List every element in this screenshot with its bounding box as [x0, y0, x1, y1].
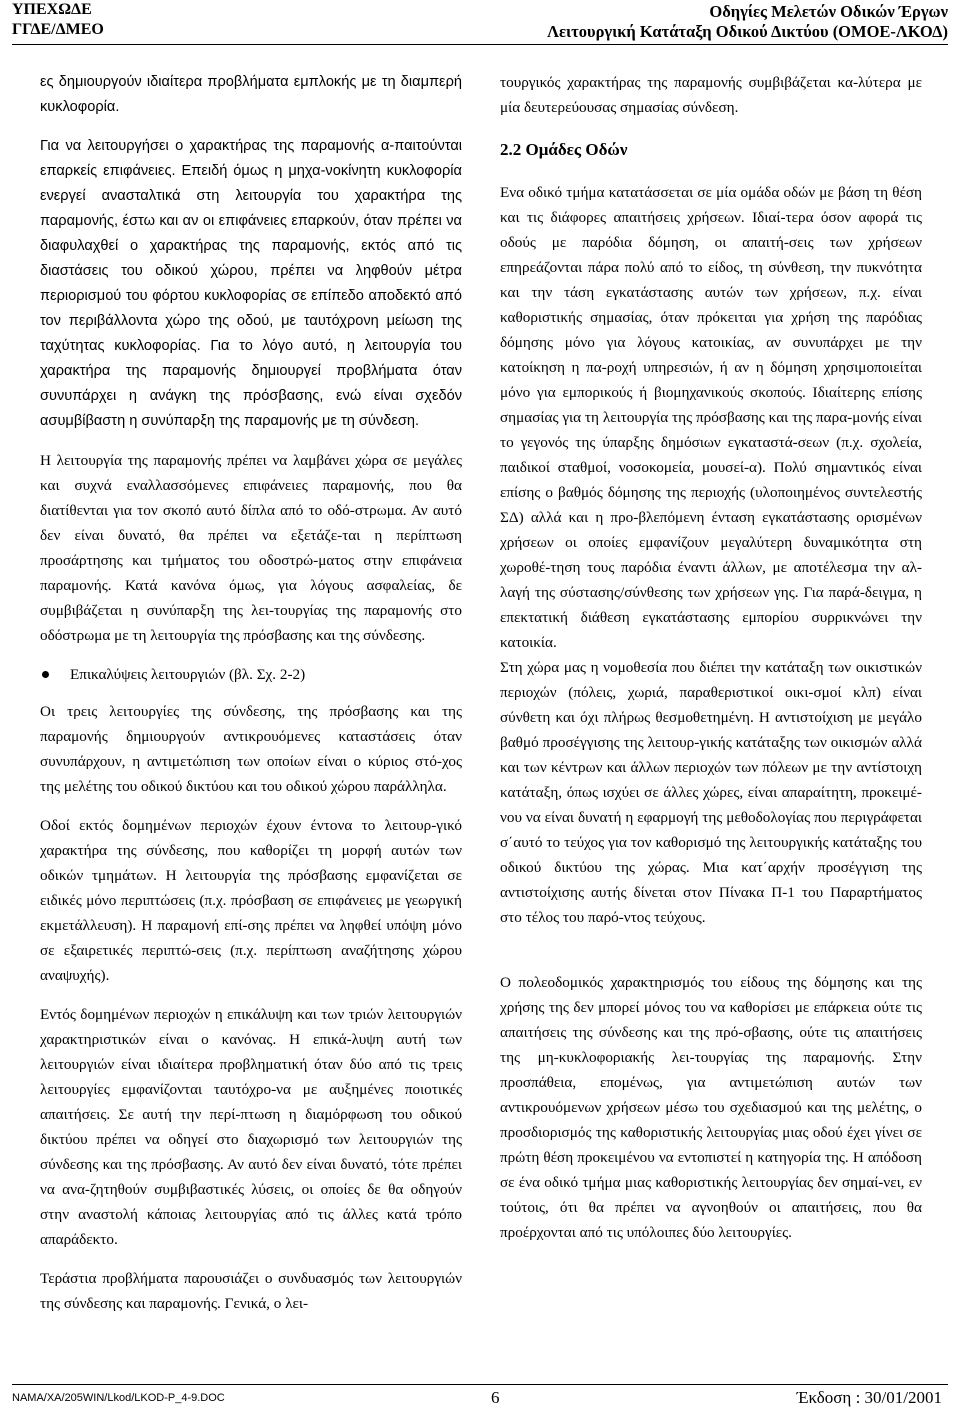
paragraph: τουργικός χαρακτήρας της παραμονής συμβιβάζεται κα-λύτερα με μία δευτερεύουσας σημασίας σύνδεση. [500, 74, 922, 116]
paragraph: Η λειτουργία της παραμονής πρέπει να λαμβάνει χώρα σε μεγάλες και συχνά εναλλασσόμενες επιφάνειες παραμονής, που θα διατίθενται για τον σκοπό αυτό δίπλα από το οδό-στρωμα. Αν αυτό δεν είναι δυνατό, θα πρέπει να εξετάζε-ται η περίπτωση προσάρτησης και τμήματος του οδοστρώ-ματος στην επιφάνεια παραμονής. Κατά κανόνα όμως, για λόγους ασφαλείας, δε συμβιβάζεται η συνύπαρξη της λει-τουργίας της παραμονής στο οδόστρωμα με τη λειτουργία της πρόσβασης και της σύνδεσης. [40, 452, 462, 644]
page-header [0, 0, 960, 48]
paragraph-gap [500, 944, 922, 970]
paragraph: Τεράστια προβλήματα παρουσιάζει ο συνδυασμός των λειτουργιών της σύνδεσης και παραμονής. Γενικά, ο λει- [40, 1270, 462, 1312]
paragraph: Για να λειτουργήσει ο χαρακτήρας της παραμονής α-παιτούνται επαρκείς επιφάνειες. Επειδή όμως η μηχα-νοκίνητη κυκλοφορία ενεργεί ανασταλτικά στη λειτουργία του χαρακτήρα της παραμονής, έστω και αν οι επιφάνειες επαρκούν, όταν πρέπει να διαφυλαχθεί ο χαρακτήρας της παραμονής, εκτός από τις διαστάσεις του οδικού χώρου, πρέπει να ληφθούν μέτρα περιορισμού του φόρτου κυκλοφορίας σε επίπεδο αποδεκτό από τον περιβάλλοντα χώρο της οδού, με ταυτόχρονη μείωση της ταχύτητας κυκλοφορίας. Για το λόγο αυτό, η λειτουργία του χαρακτήρα της παραμονής δημιουργεί προβλήματα όταν συνυπάρχει η ανάγκη της πρόσβασης, ενώ είναι σχεδόν ασυμβίβαστη η συνύπαρξη της παραμονής με τη σύνδεση. [40, 138, 462, 429]
bullet-text: Επικαλύψεις λειτουργιών (βλ. Σχ. 2-2) [70, 666, 306, 683]
paragraph: Ο πολεοδομικός χαρακτηρισμός του είδους της δόμησης και της χρήσης της δεν μπορεί μόνος του να καθορίσει με επάρκεια ούτε τις απαιτήσεις της σύνδεσης και της πρό-σβασης, ούτε τις απαιτήσεις της μη-κυκλοφοριακής λει-τουργίας της παραμονής. Στην προσπάθεια, επομένως, για αντιμετώπιση αυτών των αντικρουόμενων χρήσεων μέσω του σχεδιασμού και της μελέτης, ο προσδιορισμός της καθοριστικής λειτουργίας μιας οδού έχει γίνει σε πρώτη θέση προκειμένου να εντοπιστεί η κατηγορία της. Η απόδοση σε ένα οδικό τμήμα μιας καθοριστικής λειτουργίας δεν σημαί-νει, εν τούτοις, ότι θα πρέπει να αγνοηθούν οι απαιτήσεις, που θα προέρχονται από τις υπόλοιπες δύο λειτουργίες. [500, 974, 922, 1241]
right-column [500, 70, 922, 1259]
footer-divider [12, 1384, 948, 1385]
page-number: 6 [491, 1388, 500, 1407]
section-heading: 2.2 Ομάδες Οδών [500, 140, 628, 159]
paragraph: ες δημιουργούν ιδιαίτερα προβλήματα εμπλοκής με τη διαμπερή κυκλοφορία. [40, 74, 462, 115]
paragraph: Εντός δομημένων περιοχών η επικάλυψη και των τριών λειτουργιών χαρακτηριστικών είναι ο κανόνας. Η επικά-λυψη αυτή των λειτουργιών είναι ιδιαίτερα προβληματική όταν δύο από τις τρεις λειτουργίες εμφανίζονται ταυτόχρο-να με αυξημένες ποιοτικές απαιτήσεις. Σε αυτή την περί-πτωση η διαμόρφωση του οδικού δικτύου πρέπει να οδηγεί στο διαχωρισμό των λειτουργιών της σύνδεσης και της πρόσβασης. Αν αυτό δεν είναι δυνατό, τότε πρέπει να ανα-ζητηθούν συμβιβαστικές λύσεις, οι οποίες δε θα οδηγούν στην αναστολή κάποιας λειτουργίας από τις άλλες κατά τρόπο απαράδεκτο. [40, 1006, 462, 1248]
footer-edition: Έκδοση : 30/01/2001 [796, 1388, 942, 1407]
paragraph: Στη χώρα μας η νομοθεσία που διέπει την κατάταξη των οικιστικών περιοχών (πόλεις, χωριά, παραθεριστικοί οικι-σμοί κλπ) είναι σύνθετη και όχι πλήρως θεσμοθετημένη. Η αντιστοίχιση με μεγάλο βαθμό προσέγγισης της λειτουρ-γικής κατάταξης των οικισμών αλλά και των κέντρων και άλλων περιοχών των πόλεων με την αντίστοιχη κατάταξη, όπως ισχύει σε άλλες χώρες, είναι απαραίτητη, προκειμέ-νου να είναι δυνατή η εφαρμογή της μεθοδολογίας που περιγράφεται σ΄αυτό το τεύχος για τον καθορισμό της λειτουργικής κατάταξης του οδικού δικτύου της χώρας. Μια κατ΄αρχήν προσέγγιση της αντιστοίχισης αυτής δίνεται στον Πίνακα Π-1 του Παραρτήματος στο τέλος του παρό-ντος τεύχους. [500, 659, 922, 926]
paragraph: Ενα οδικό τμήμα κατατάσσεται σε μία ομάδα οδών με βάση τη θέση και τις διάφορες απαιτήσεις χρήσεων. Ιδιαί-τερα όσον αφορά τις οδούς με παρόδια δόμηση, οι απαιτή-σεις των χρήσεων επηρεάζονται πάρα πολύ από το είδος, τη σύνθεση, την πυκνότητα και την τάση εγκατάστασης αυτών των χρήσεων, π.χ. είναι καθοριστικής σημασίας, όταν πρόκειται για χρήση της παρόδιας δόμησης μόνο για λόγους κατοικίας, αν συνυπάρχει με την κατοίκηση η πα-ροχή υπηρεσιών, ή αν η δόμηση χρησιμοποιείται μόνο για εμπορικούς ή βιομηχανικούς σκοπούς. Ιδιαίτερης επίσης σημασίας για τη λειτουργία της πρόσβασης και της παρα-μονής είναι το γεγονός της ύπαρξης δημόσιων εγκαταστά-σεων (π.χ. σχολεία, παιδικοί σταθμοί, νοσοκομεία, μουσεί-α). Πολύ σημαντικός είναι επίσης ο βαθμός δόμησης της περιοχής (υλοποιημένος συντελεστής ΣΔ) αλλά και η προ-βλεπόμενη ένταση εγκατάστασης ορισμένων χρήσεων οι οποίες εμφανίζουν μεγαλύτερη δυναμικότητα στη χωροθέ-τηση τους παρόδια έναντι άλλων, με αποτέλεσμα την αλ-λαγή της σύστασης/σύνθεσης των χρήσεων γης. Για παρά-δειγμα, η επεκτατική διάθεση εγκατάστασης εμπορίου συρρικνώνει την κατοικία. [500, 184, 922, 651]
header-ministry: ΥΠΕΧΩΔΕ [12, 1, 92, 18]
header-volume-title: Λειτουργική Κατάταξη Οδικού Δικτύου (ΟΜΟΕ-ΛΚΟΔ) [547, 22, 948, 41]
header-divider [12, 44, 948, 45]
paragraph: Οδοί εκτός δομημένων περιοχών έχουν έντονα το λειτουρ-γικό χαρακτήρα της σύνδεσης, που καθορίζει τη μορφή αυτών των οδικών τμημάτων. Η λειτουργία της πρόσβασης εμφανίζεται σε ειδικές μόνο περιπτώσεις (π.χ. πρόσβαση σε επιφάνειες με γεωργική εκμετάλλευση). Η παραμονή επί-σης πρέπει να ληφθεί υπόψη μόνο σε εξαιρετικές περιπτώ-σεις (π.χ. περίπτωση αναζήτησης χώρου αναψυχής). [40, 817, 462, 984]
footer-file-path: ΝΑΜΑ/ΧΑ/205WIN/Lkod/LKOD-P_4-9.DOC [12, 1392, 225, 1404]
page-footer [0, 1384, 960, 1418]
bullet-icon [42, 671, 49, 678]
bullet-list [40, 662, 462, 687]
header-document-title [547, 2, 948, 42]
header-department: ΓΓΔΕ/ΔΜΕΟ [12, 21, 104, 38]
left-column [40, 70, 462, 1316]
bullet-item [40, 662, 462, 687]
paragraph: Οι τρεις λειτουργίες της σύνδεσης, της πρόσβασης και της παραμονής δημιουργούν αντικρουόμενες καταστάσεις όταν συνυπάρχουν, η αντιμετώπιση των οποίων είναι ο κύριος στό-χος της μελέτης του οδικού δικτύου και του οδικού χώρου παράλληλα. [40, 703, 462, 795]
header-series-title: Οδηγίες Μελετών Οδικών Έργων [709, 2, 948, 21]
header-organization [12, 0, 104, 40]
